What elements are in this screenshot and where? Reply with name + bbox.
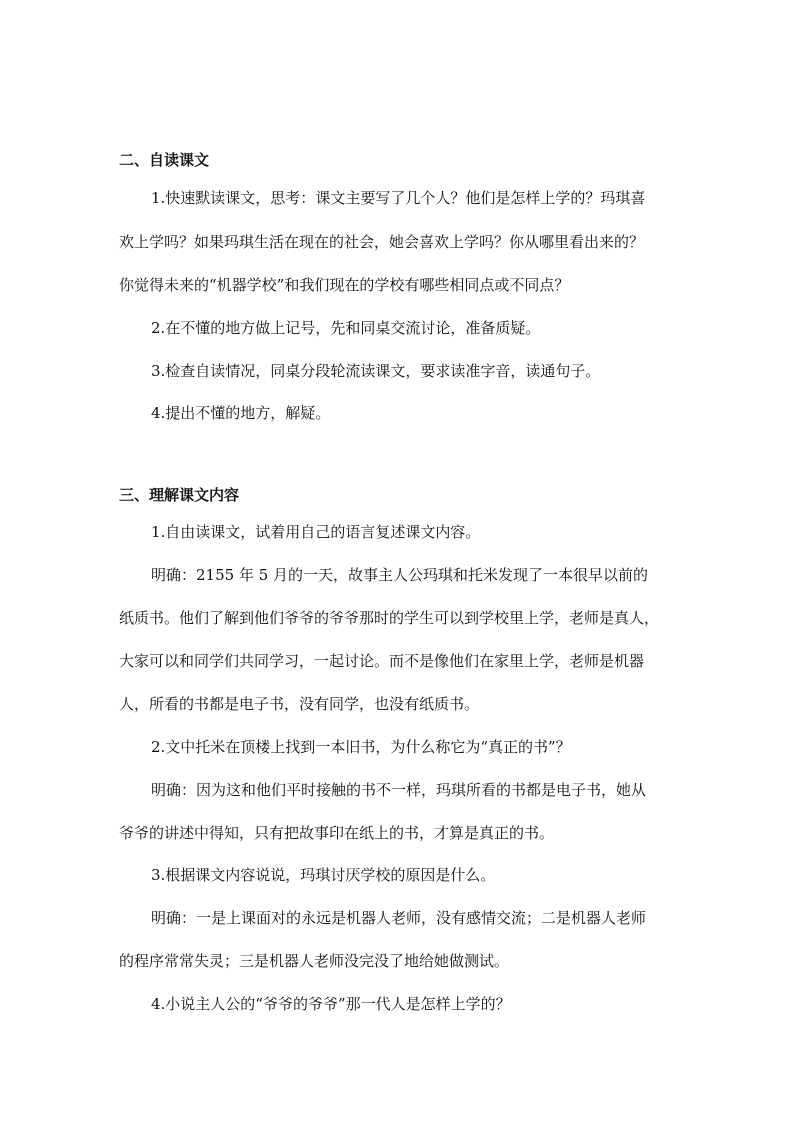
section-2-line-4: 2.在不懂的地方做上记号，先和同桌交流讨论，准备质疑。: [151, 319, 541, 337]
section-3-line-2: 明确：2155 年 5 月的一天，故事主人公玛琪和托米发现了一本很早以前的: [151, 566, 649, 584]
section-3-line-8: 爷爷的讲述中得知，只有把故事印在纸上的书，才算是真正的书。: [119, 824, 555, 842]
section-3-line-10: 明确：一是上课面对的永远是机器人老师，没有感情交流；二是机器人老师: [151, 909, 647, 927]
section-3-line-5: 人，所看的书都是电子书，没有同学，也没有纸质书。: [119, 695, 480, 713]
section-2-line-6: 4.提出不懂的地方，解疑。: [151, 404, 331, 422]
section-3-line-3: 纸质书。他们了解到他们爷爷的爷爷那时的学生可以到学校里上学，老师是真人，: [119, 609, 660, 627]
section-3-line-1: 1.自由读课文，试着用自己的语言复述课文内容。: [151, 523, 481, 541]
section-3-line-9: 3.根据课文内容说说，玛琪讨厌学校的原因是什么。: [151, 866, 496, 884]
section-3-line-7: 明确：因为这和他们平时接触的书不一样，玛琪所看的书都是电子书，她从: [151, 781, 647, 799]
section-2-heading: 二、自读课文: [119, 151, 210, 169]
section-3-line-12: 4.小说主人公的“爷爷的爷爷”那一代人是怎样上学的？: [151, 995, 511, 1013]
section-3-line-6: 2.文中托米在顶楼上找到一本旧书，为什么称它为“真正的书”？: [151, 738, 571, 756]
section-3-heading: 三、理解课文内容: [119, 486, 240, 504]
section-2-line-1: 1.快速默读课文，思考：课文主要写了几个人？他们是怎样上学的？玛琪喜: [151, 189, 646, 207]
section-2-line-5: 3.检查自读情况，同桌分段轮流读课文，要求读准字音，读通句子。: [151, 362, 601, 380]
section-3-line-11: 的程序常常失灵；三是机器人老师没完没了地给她做测试。: [119, 952, 510, 970]
section-2-line-2: 欢上学吗？如果玛琪生活在现在的社会，她会喜欢上学吗？你从哪里看出来的？: [119, 233, 645, 251]
section-3-line-4: 大家可以和同学们共同学习，一起讨论。而不是像他们在家里上学，老师是机器: [119, 652, 645, 670]
section-2-line-3: 你觉得未来的“机器学校”和我们现在的学校有哪些相同点或不同点？: [119, 276, 570, 294]
